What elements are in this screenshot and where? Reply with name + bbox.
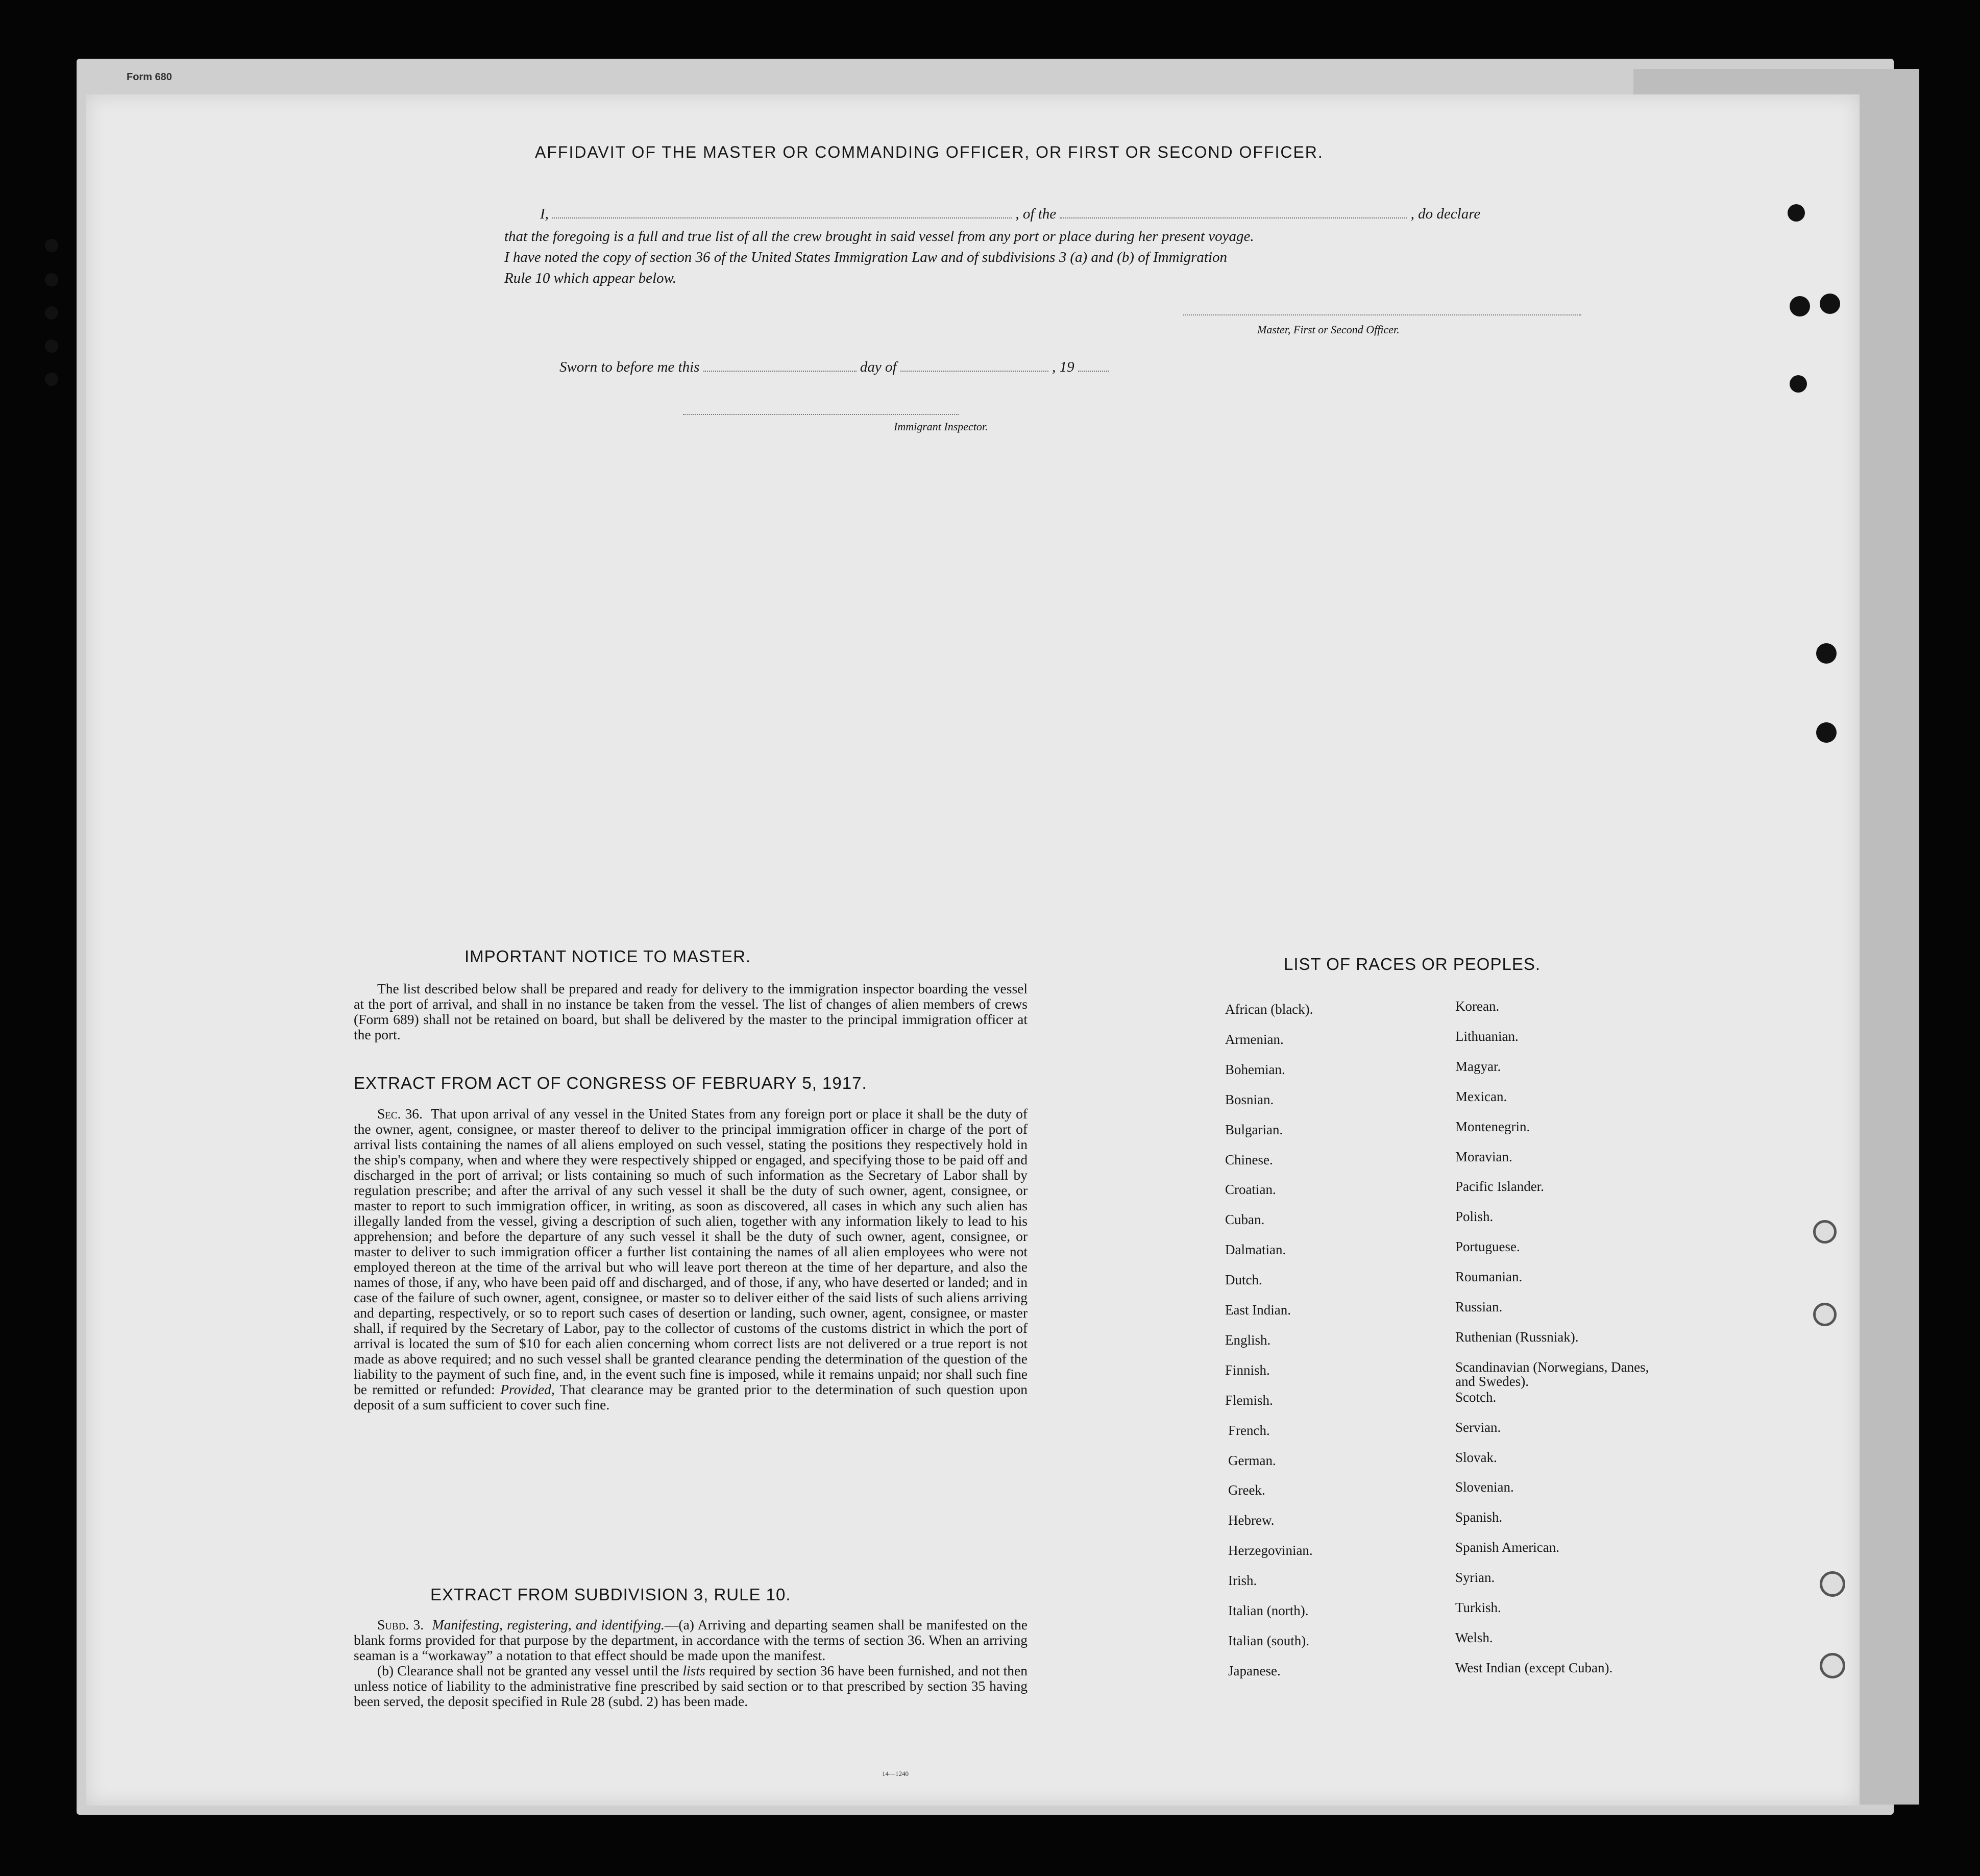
race-item: Dalmatian.: [1225, 1242, 1286, 1258]
race-item: Bulgarian.: [1225, 1122, 1283, 1137]
affidavit-title: AFFIDAVIT OF THE MASTER OR COMMANDING OFFICER, OR FIRST OR SECOND OFFICER.: [535, 143, 1324, 161]
vessel-blank[interactable]: [1060, 217, 1407, 218]
race-item: Slovak.: [1455, 1449, 1497, 1465]
binder-hole: [45, 373, 58, 386]
race-item: Italian (north).: [1228, 1603, 1309, 1618]
race-item: Moravian.: [1455, 1149, 1512, 1164]
race-item: Scandinavian (Norwegians, Danes, and Swedes).: [1455, 1359, 1649, 1389]
section-36-paragraph: [354, 1106, 1028, 1412]
races-title: LIST OF RACES OR PEOPLES.: [1284, 955, 1541, 973]
race-item: Japanese.: [1228, 1663, 1281, 1678]
race-item: Bohemian.: [1225, 1061, 1285, 1077]
form-print-code: 14—1240: [882, 1770, 909, 1777]
race-item: English.: [1225, 1332, 1271, 1348]
sworn-text: Sworn to before me this: [559, 359, 700, 375]
day-of-text: day of: [860, 359, 897, 375]
affidavit-i: I,: [540, 206, 549, 222]
race-item: Spanish American.: [1455, 1540, 1559, 1555]
race-item: Ruthenian (Russniak).: [1455, 1329, 1579, 1345]
sworn-line: [559, 359, 1109, 376]
affidavit-line-4: Rule 10 which appear below.: [504, 270, 676, 286]
affidavit-of-the: , of the: [1015, 206, 1057, 222]
sec-label: Sec. 36.: [377, 1106, 423, 1122]
year-blank[interactable]: [1078, 370, 1109, 372]
subd-title: Manifesting, registering, and identifying.: [432, 1617, 665, 1633]
race-item: Dutch.: [1225, 1272, 1262, 1288]
race-item: Croatian.: [1225, 1182, 1276, 1198]
rule-lists-word: lists: [682, 1663, 705, 1678]
rule-paragraph-b: [354, 1663, 1028, 1709]
binder-hole: [45, 239, 58, 252]
race-item: Greek.: [1228, 1482, 1265, 1498]
binder-ring: [1813, 1220, 1837, 1244]
sec-36-text-end: That clearance may be granted prior to the determination of such question upon deposit of a sum sufficient to cover such fine.: [354, 1381, 1028, 1412]
binder-hole: [1790, 296, 1810, 316]
race-item: Hebrew.: [1228, 1513, 1275, 1528]
affidavit-line-1: [540, 206, 1480, 223]
race-item: Spanish.: [1455, 1509, 1503, 1525]
race-item: Roumanian.: [1455, 1269, 1523, 1285]
race-item: Slovenian.: [1455, 1479, 1514, 1495]
rule-text-a: —(a) Arriving and departing seamen shall be manifested on the blank forms provided for that purpose by the department, in accordance with the terms of section 36. When an arriving seaman is a “workaway” a notation to that effect should be made upon the manifest.: [354, 1617, 1028, 1663]
race-item: Cuban.: [1225, 1212, 1265, 1228]
race-item: Portuguese.: [1455, 1239, 1520, 1255]
race-item: West Indian (except Cuban).: [1455, 1660, 1613, 1675]
form-number: Form 680: [127, 71, 172, 83]
rule-paragraph-a: [354, 1617, 1028, 1663]
race-item: German.: [1228, 1452, 1276, 1468]
race-item: French.: [1228, 1422, 1270, 1438]
race-item: Irish.: [1228, 1573, 1257, 1589]
form-page: [86, 94, 1860, 1806]
binder-hole: [1816, 643, 1837, 664]
extract-act-text: [354, 1106, 1028, 1412]
notice-title: IMPORTANT NOTICE TO MASTER.: [465, 947, 751, 966]
binder-hole: [45, 339, 58, 353]
race-item: Turkish.: [1455, 1600, 1501, 1615]
binder-hole: [45, 273, 58, 286]
inspector-signature-line[interactable]: [683, 413, 959, 415]
provided-label: Provided,: [500, 1381, 555, 1397]
subd-label: Subd. 3.: [377, 1617, 424, 1633]
sec-36-text: That upon arrival of any vessel in the United States from any foreign port or place it shall be the duty of the owner, agent, consignee, or master thereof to deliver to the principal immigration officer in charge of the port of arrival lists containing the names of all aliens employed on such vessel, stating the positions they respectively hold in the ship's company, when and where they were respectively shipped or engaged, and specifying those to be paid off and discharged in the port of arrival; or lists containing so much of such information as the Secretary of Labor shall by regulation prescribe; and after the arrival of any such vessel it shall be the duty of such owner, agent, consignee, or master to report to such immigration officer, in writing, as soon as discovered, all cases in which any such alien has illegally landed from the vessel, giving a description of such alien, together with any information likely to lead to his apprehension; and before the departure of any such vessel it shall be the duty of such owner, agent, consignee, or master to deliver to such immigration officer a further list containing the names of all alien employees who were not employed thereon at the time of the arrival but who will leave port thereon at the time of her departure, and also the names of those, if any, who have been paid off and discharged, and of those, if any, who have deserted or landed; and in case of the failure of such owner, agent, consignee, or master so to deliver either of the said lists of such aliens arriving and departing, respectively, or so to report such cases of desertion or landing, such owner, agent, consignee, or master shall, if required by the Secretary of Labor, pay to the collector of customs of the customs district in which the port of arrival is located the sum of $10 for each alien concerning whom correct lists are not delivered or a true report is not made as above required; and no such vessel shall be granted clearance pending the determination of the question of the liability to the payment of such fine, and, in the event such fine is imposed, while it remains unpaid; nor shall such fine be remitted or refunded:: [354, 1106, 1028, 1397]
binder-ring: [1820, 1653, 1845, 1678]
race-item: Flemish.: [1225, 1392, 1273, 1408]
binder-ring: [1820, 1571, 1845, 1597]
race-item: Welsh.: [1455, 1629, 1493, 1645]
race-item: Korean.: [1455, 998, 1500, 1014]
race-item: East Indian.: [1225, 1302, 1291, 1318]
race-item: Russian.: [1455, 1299, 1503, 1314]
race-item: African (black).: [1225, 1002, 1313, 1017]
extract-act-title: EXTRACT FROM ACT OF CONGRESS OF FEBRUARY 5, 1917.: [354, 1074, 867, 1092]
rule-text-b-end: required by section 36 have been furnished, and not then unless notice of liability to the administrative fine prescribed by said section or to that prescribed by section 35 having been served, the deposit specified in Rule 28 (subd. 2) has been made.: [354, 1663, 1028, 1709]
rule-text-b-start: (b) Clearance shall not be granted any vessel until the: [377, 1663, 679, 1678]
race-item: Pacific Islander.: [1455, 1179, 1544, 1195]
notice-paragraph: The list described below shall be prepared and ready for delivery to the immigration inspector boarding the vessel at the port of arrival, and shall in no instance be taken from the vessel. The list of changes of alien members of crews (Form 689) shall not be retained on board, but shall be delivered by the master to the principal immigration officer at the port.: [354, 981, 1028, 1042]
day-blank[interactable]: [703, 370, 857, 372]
race-item: Syrian.: [1455, 1570, 1495, 1586]
name-blank[interactable]: [552, 217, 1012, 218]
race-item: Chinese.: [1225, 1152, 1273, 1167]
affidavit-line-2: that the foregoing is a full and true list of all the crew brought in said vessel from any port or place during her present voyage.: [504, 228, 1254, 245]
master-signature-label: Master, First or Second Officer.: [1257, 323, 1400, 336]
race-item: Polish.: [1455, 1209, 1494, 1225]
race-item: Servian.: [1455, 1419, 1501, 1435]
month-blank[interactable]: [900, 370, 1048, 372]
extract-rule-title: EXTRACT FROM SUBDIVISION 3, RULE 10.: [430, 1585, 791, 1604]
race-item: Mexican.: [1455, 1088, 1507, 1104]
binder-hole: [1816, 722, 1837, 743]
race-item: Finnish.: [1225, 1362, 1270, 1378]
race-item: Italian (south).: [1228, 1633, 1309, 1648]
binder-hole: [1788, 204, 1805, 222]
extract-rule-text: [354, 1617, 1028, 1709]
race-item: Armenian.: [1225, 1031, 1284, 1047]
race-item: Magyar.: [1455, 1058, 1501, 1074]
notice-text: [354, 981, 1028, 1042]
binder-hole: [45, 306, 58, 320]
binder-hole: [1820, 294, 1840, 314]
race-item: Herzegovinian.: [1228, 1543, 1313, 1558]
inspector-signature-label: Immigrant Inspector.: [894, 420, 988, 433]
binder-hole: [1790, 375, 1807, 393]
affidavit-declare: , do declare: [1410, 206, 1481, 222]
year-text: , 19: [1052, 359, 1074, 375]
race-item: Montenegrin.: [1455, 1118, 1530, 1134]
race-item: Bosnian.: [1225, 1091, 1274, 1107]
binder-ring: [1813, 1303, 1837, 1326]
race-item: Scotch.: [1455, 1389, 1497, 1405]
affidavit-line-3: I have noted the copy of section 36 of the United States Immigration Law and of subdivisions 3 (a) and (b) of Immigration: [504, 249, 1228, 265]
master-signature-line[interactable]: [1183, 314, 1581, 315]
race-item: Lithuanian.: [1455, 1028, 1519, 1044]
